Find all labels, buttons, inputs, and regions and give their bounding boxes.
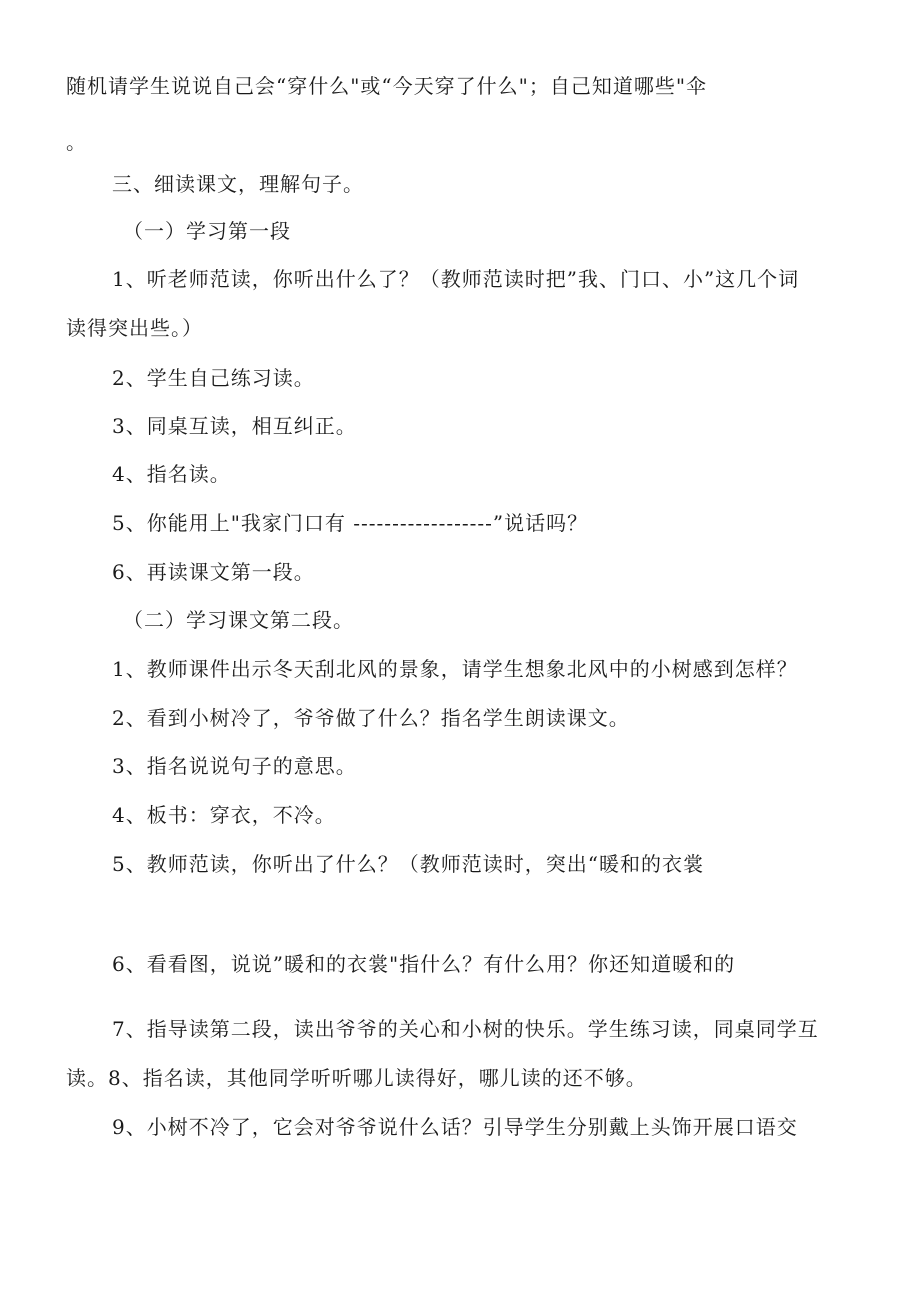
text-line-16: 4、板书：穿衣，不冷。 — [112, 803, 336, 827]
text-line-11: 6、再读课文第一段。 — [112, 560, 315, 584]
text-line-17: 5、教师范读，你听出了什么？（教师范读时，突出“暖和的衣裳 — [112, 852, 704, 876]
text-line-20: 读。8、指名读，其他同学听听哪儿读得好，哪儿读的还不够。 — [66, 1066, 647, 1090]
text-line-2: 。 — [66, 130, 87, 154]
text-line-18: 6、看看图，说说”暖和的衣裳"指什么？有什么用？你还知道暖和的 — [112, 952, 736, 976]
text-line-10: 5、你能用上"我家门口有 ------------------”说话吗？ — [112, 511, 589, 535]
text-line-14: 2、看到小树冷了，爷爷做了什么？指名学生朗读课文。 — [112, 706, 630, 730]
text-line-9: 4、指名读。 — [112, 462, 231, 486]
subsection-heading-1: （一）学习第一段 — [123, 219, 291, 243]
section-heading-3: 三、细读课文，理解句子。 — [112, 172, 364, 196]
text-line-1: 随机请学生说说自己会“穿什么"或“今天穿了什么"；自己知道哪些"伞 — [66, 74, 708, 98]
text-line-6: 读得突出些。） — [66, 316, 203, 340]
text-line-19: 7、指导读第二段，读出爷爷的关心和小树的快乐。学生练习读，同桌同学互 — [112, 1017, 819, 1041]
text-line-5: 1、听老师范读，你听出什么了？（教师范读时把”我、门口、小”这几个词 — [112, 267, 800, 291]
text-line-7: 2、学生自己练习读。 — [112, 366, 315, 390]
text-line-21: 9、小树不冷了，它会对爷爷说什么话？引导学生分别戴上头饰开展口语交 — [112, 1115, 798, 1139]
text-line-13: 1、教师课件出示冬天刮北风的景象，请学生想象北风中的小树感到怎样？ — [112, 657, 798, 681]
subsection-heading-2: （二）学习课文第二段。 — [123, 608, 354, 632]
text-line-8: 3、同桌互读，相互纠正。 — [112, 414, 357, 438]
text-line-15: 3、指名说说句子的意思。 — [112, 754, 357, 778]
